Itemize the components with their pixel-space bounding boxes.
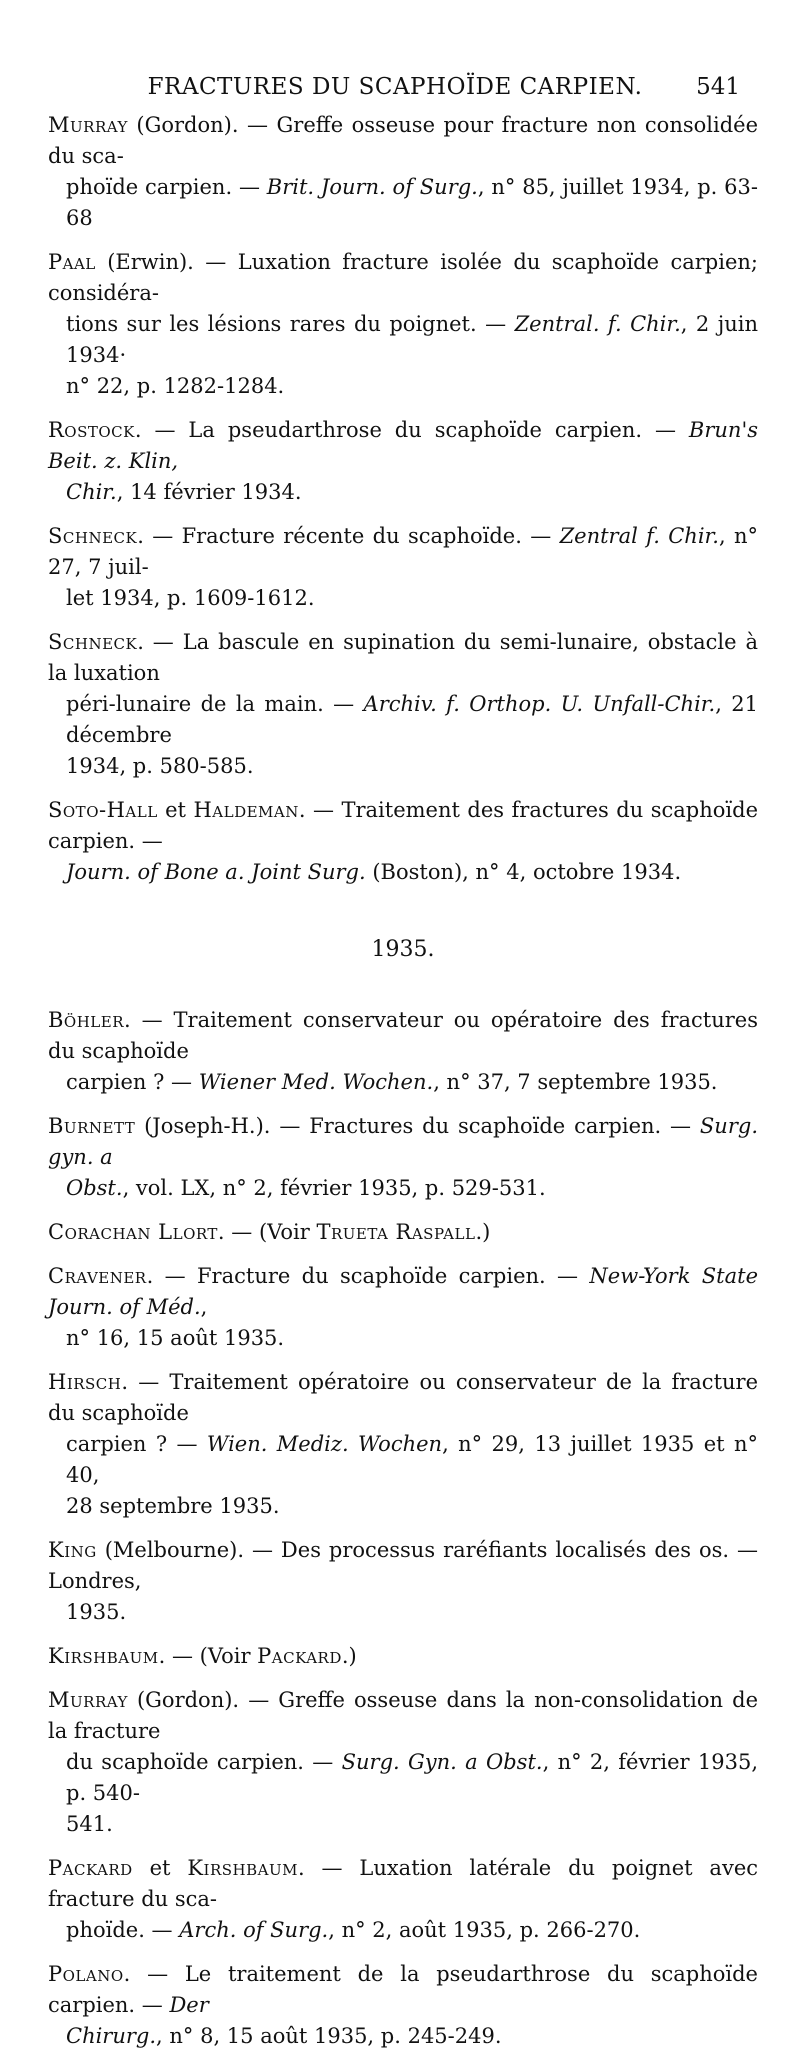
- bib-entry-bohler: [48, 1005, 758, 1098]
- entry-text: , n° 2, février 1935, p. 540-: [66, 1750, 758, 1805]
- journal-title: New-York State Journ. of Méd.: [48, 1264, 758, 1319]
- entry-text: phoïde carpien. —: [66, 175, 267, 199]
- author: Corachan Llort: [48, 1220, 218, 1244]
- cross-reference: Packard: [257, 1644, 342, 1668]
- entry-text: n° 16, 15 août 1935.: [66, 1326, 285, 1350]
- entry-text: . — Traitement des fractures du scaphoïde carpien. —: [48, 798, 758, 853]
- entry-text: ,: [200, 1295, 208, 1319]
- entry-text: du scaphoïde carpien. —: [66, 1750, 342, 1774]
- entry-text: . — La pseudarthrose du scaphoïde carpien. —: [134, 418, 689, 442]
- entry-text: 1935.: [66, 1600, 127, 1624]
- entry-text: , n° 85, juillet 1934, p. 63-68: [66, 175, 758, 230]
- entry-text: (Joseph-H.). — Fractures du scaphoïde carpien. —: [135, 1114, 700, 1138]
- author: Soto-Hall: [48, 798, 158, 822]
- entry-text: (Boston), n° 4, octobre 1934.: [365, 860, 682, 884]
- page-number: 541: [696, 74, 740, 100]
- bibliography: [48, 110, 758, 2065]
- entry-text: (Erwin). — Luxation fracture isolée du scaphoïde carpien; considéra-: [48, 250, 758, 305]
- entry-text: . — Traitement opératoire ou conservateur de la fracture du scaphoïde: [48, 1370, 758, 1425]
- entry-text: . — (Voir: [158, 1644, 258, 1668]
- entry-text: 1934, p. 580-585.: [66, 754, 254, 778]
- journal-title: Chirurg.: [66, 2024, 157, 2048]
- entry-text: tions sur les lésions rares du poignet. —: [66, 312, 515, 336]
- author: Haldeman: [193, 798, 299, 822]
- entry-text: . — (Voir: [217, 1220, 317, 1244]
- entry-text: et: [132, 1856, 188, 1880]
- bib-entry-hirsch: [48, 1367, 758, 1522]
- bib-entry-burnett: [48, 1111, 758, 1204]
- author: King: [48, 1538, 97, 1562]
- entry-text: , n° 2, août 1935, p. 266-270.: [328, 1918, 641, 1942]
- entry-text: , vol. LX, n° 2, février 1935, p. 529-531.: [122, 1176, 546, 1200]
- author: Paal: [48, 250, 96, 274]
- entry-text: let 1934, p. 1609-1612.: [66, 586, 315, 610]
- author: Kirshbaum: [187, 1856, 298, 1880]
- entry-text: carpien ? —: [66, 1432, 207, 1456]
- entry-text: , n° 29, 13 juillet 1935 et n° 40,: [66, 1432, 759, 1487]
- cross-reference: Trueta Raspall: [316, 1220, 476, 1244]
- bib-entry-schneck-2: [48, 627, 758, 782]
- entry-text: 28 septembre 1935.: [66, 1494, 280, 1518]
- journal-title: Wiener Med. Wochen.: [198, 1070, 434, 1094]
- entry-text: péri-lunaire de la main. —: [66, 692, 364, 716]
- entry-text: . — Traitement conservateur ou opératoire des fractures du scaphoïde: [48, 1008, 758, 1063]
- author: Packard: [48, 1856, 133, 1880]
- entry-text: . — Luxation latérale du poignet avec fracture du sca-: [48, 1856, 759, 1911]
- entry-text: , 2 juin 1934·: [66, 312, 758, 367]
- entry-text: , n° 8, 15 août 1935, p. 245-249.: [156, 2024, 502, 2048]
- journal-title: Zentral f. Chir.: [559, 524, 719, 548]
- entry-text: (Gordon). — Greffe osseuse pour fracture non consolidée du sca-: [48, 113, 758, 168]
- bib-entry-soto-hall: [48, 795, 758, 888]
- entry-text: (Melbourne). — Des processus raréfiants localisés des os. — Londres,: [48, 1538, 758, 1593]
- journal-title: Archiv. f. Orthop. U. Unfall-Chir.: [363, 692, 716, 716]
- entry-text: 541.: [66, 1812, 113, 1836]
- entry-text: , n° 27, 7 juil-: [48, 524, 758, 579]
- author: Cravener: [48, 1264, 147, 1288]
- journal-title: Brit. Journ. of Surg.: [266, 175, 478, 199]
- journal-title: Arch. of Surg.: [179, 1918, 329, 1942]
- author: Burnett: [48, 1114, 136, 1138]
- entry-text: . — Fracture du scaphoïde carpien. —: [146, 1264, 590, 1288]
- author: Schneck: [48, 630, 138, 654]
- bib-entry-cravener: [48, 1261, 758, 1354]
- journal-title: Surg. Gyn. a Obst.: [341, 1750, 543, 1774]
- entry-text: .): [475, 1220, 491, 1244]
- author: Polano: [48, 1962, 124, 1986]
- journal-title: Obst.: [66, 1176, 123, 1200]
- entry-text: n° 22, p. 1282-1284.: [66, 374, 285, 398]
- journal-title: Zentral. f. Chir.: [514, 312, 681, 336]
- year-heading: 1935.: [371, 937, 435, 962]
- bib-entry-murray-1935: [48, 1685, 758, 1840]
- entry-text: carpien ? —: [66, 1070, 199, 1094]
- author: Murray: [48, 113, 128, 137]
- entry-text: (Gordon). — Greffe osseuse dans la non-consolidation de la fracture: [48, 1688, 758, 1743]
- entry-text: , 14 février 1934.: [116, 480, 302, 504]
- journal-title: Der: [169, 1993, 209, 2017]
- entry-text: . — Fracture récente du scaphoïde. —: [137, 524, 560, 548]
- entry-text: .): [341, 1644, 357, 1668]
- entry-text: et: [157, 798, 194, 822]
- bib-entry-murray-1934: [48, 110, 758, 234]
- bib-entry-paal: [48, 247, 758, 402]
- author: Schneck: [48, 524, 138, 548]
- bib-entry-schneck-1: [48, 521, 758, 614]
- bib-entry-polano: [48, 1959, 758, 2052]
- bib-entry-corachan: [48, 1217, 758, 1248]
- bib-entry-packard: [48, 1853, 758, 1946]
- journal-title: Surg. gyn. a: [48, 1114, 758, 1169]
- author: Böhler: [48, 1008, 125, 1032]
- journal-title: Chir.: [66, 480, 117, 504]
- author: Murray: [48, 1688, 128, 1712]
- journal-title: Journ. of Bone a. Joint Surg.: [66, 860, 366, 884]
- entry-text: . — La bascule en supination du semi-lunaire, obstacle à la luxation: [48, 630, 758, 685]
- author: Kirshbaum: [48, 1644, 159, 1668]
- author: Hirsch: [48, 1370, 122, 1394]
- entry-text: . — Le traitement de la pseudarthrose du scaphoïde carpien. —: [48, 1962, 758, 2017]
- entry-text: phoïde. —: [66, 1918, 180, 1942]
- entry-text: , 21 décembre: [66, 692, 758, 747]
- author: Rostock: [48, 418, 135, 442]
- page-title: FRACTURES DU SCAPHOÏDE CARPIEN.: [147, 74, 643, 100]
- bib-entry-king: [48, 1535, 758, 1628]
- journal-title: Wien. Mediz. Wochen: [206, 1432, 443, 1456]
- bib-entry-rostock: [48, 415, 758, 508]
- journal-title: Brun's Beit. z. Klin,: [48, 418, 758, 473]
- entry-text: , n° 37, 7 septembre 1935.: [433, 1070, 718, 1094]
- running-header: [50, 66, 740, 106]
- bib-entry-kirshbaum: [48, 1641, 758, 1672]
